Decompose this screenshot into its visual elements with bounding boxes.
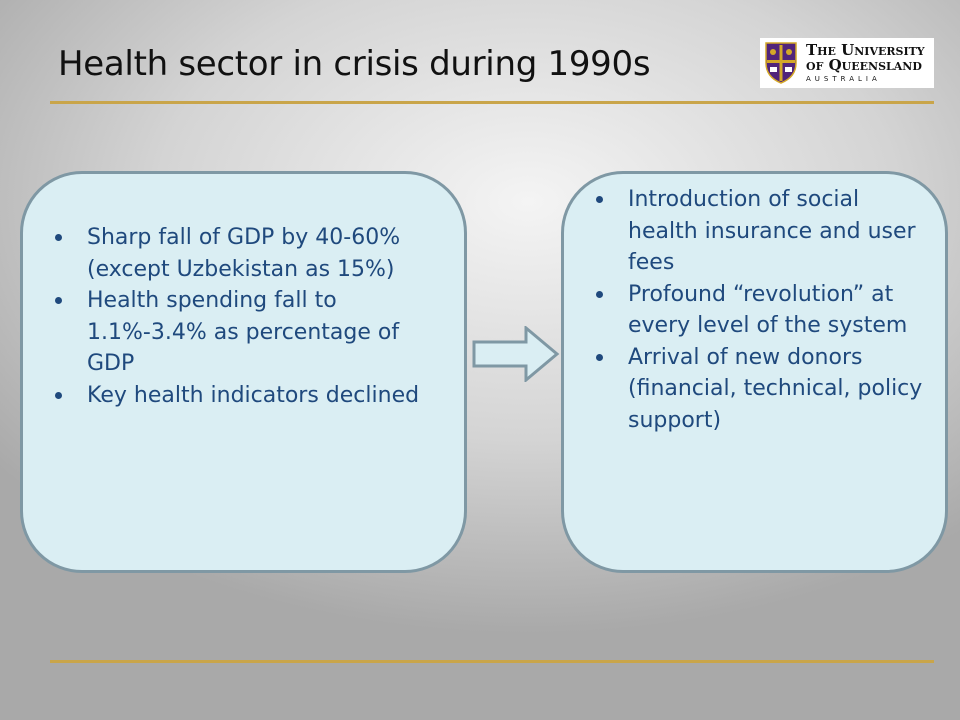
right-bullet-1: Introduction of social health insurance and user fees — [594, 184, 931, 279]
right-bullet-2: Profound “revolution” at every level of the system — [594, 279, 931, 342]
right-arrow-icon — [472, 326, 560, 382]
left-bullet-list — [53, 222, 442, 411]
university-logo — [760, 38, 934, 88]
right-bullet-3: Arrival of new donors (financial, technical, policy support) — [594, 342, 931, 437]
left-bullet-1: Sharp fall of GDP by 40-60% (except Uzbekistan as 15%) — [53, 222, 442, 285]
left-bullet-3: Key health indicators declined — [53, 380, 442, 412]
slide-title: Health sector in crisis during 1990s — [58, 44, 651, 84]
logo-wordmark — [806, 43, 925, 83]
right-box — [561, 171, 948, 573]
university-crest-icon — [764, 41, 798, 85]
logo-line-3: AUSTRALIA — [806, 75, 881, 83]
right-bullet-list — [594, 184, 931, 436]
bottom-divider — [50, 660, 934, 663]
logo-line-1: The University — [806, 41, 925, 59]
logo-line-2: of Queensland — [806, 56, 922, 74]
left-box — [20, 171, 467, 573]
left-bullet-2: Health spending fall to 1.1%-3.4% as percentage of GDP — [53, 285, 442, 380]
top-divider — [50, 101, 934, 104]
